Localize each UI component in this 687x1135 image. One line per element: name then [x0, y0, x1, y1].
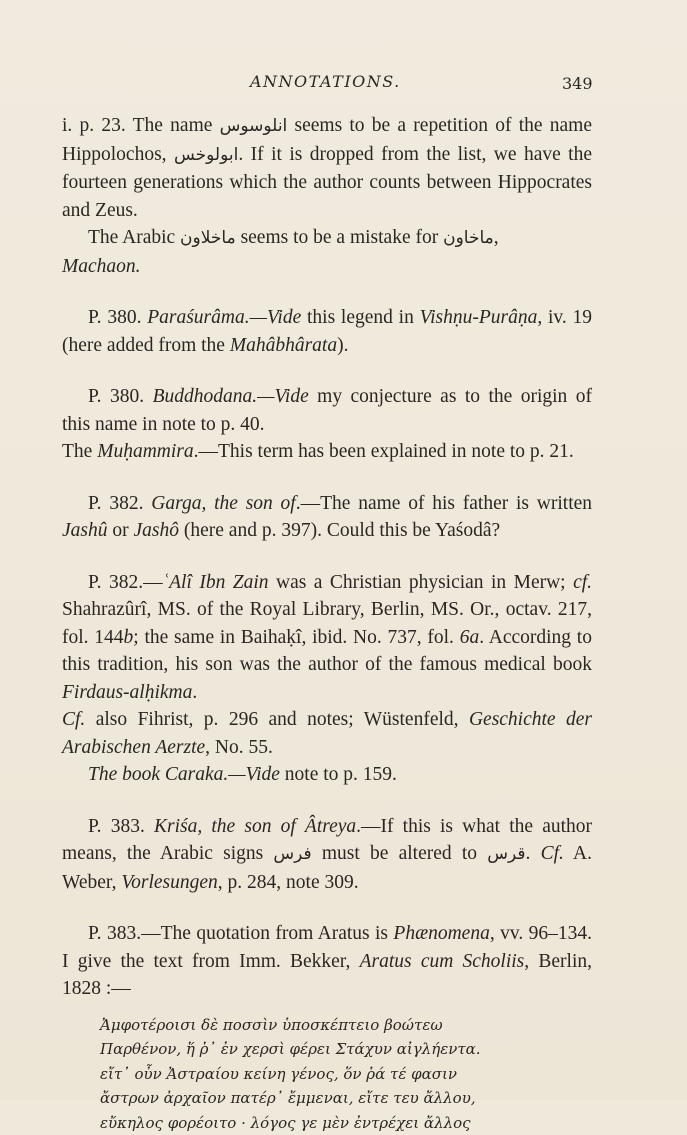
text-run: P. 382.—: [88, 572, 163, 593]
annotation-text: [62, 112, 592, 1135]
text-run: seems to be a mistake for: [236, 227, 443, 248]
annotation-machaon: [62, 224, 592, 280]
text-run: ,: [494, 227, 499, 248]
text-run: The book Caraka.—Vide: [88, 764, 280, 785]
text-run: .—The name of his father is written: [296, 493, 592, 514]
text-run: Mahâbhârata: [230, 335, 337, 356]
page-number: 349: [562, 74, 593, 93]
text-run: ʿAlî Ibn Zain: [163, 572, 269, 593]
annotation-aratus: [62, 920, 592, 1003]
text-run: Aratus cum Scholiis: [360, 951, 525, 972]
annotation-ali-ibn-zain: [62, 569, 592, 762]
annotation-garga: [62, 490, 592, 545]
text-run: .: [192, 682, 197, 703]
text-run: was a Christian physician in Merw;: [269, 572, 574, 593]
text-run: P. 383.: [88, 816, 154, 837]
greek-verse-line: Παρθένον, ἥ ῥ᾽ ἐν χερσὶ φέρει Στάχυν αἰγλήεντα.: [100, 1037, 592, 1062]
text-run: Jashû: [62, 520, 108, 541]
text-run: cf.: [573, 572, 592, 593]
annotation-caraka: [62, 761, 592, 789]
greek-verse-line: Ἀμφοτέροισι δὲ ποσσὶν ὑποσκέπτειο βοώτεω: [100, 1013, 592, 1038]
arabic-word: انلوسوس: [220, 116, 288, 136]
text-run: , No. 55.: [205, 737, 273, 758]
text-run: Kriśa, the son of Âtreya: [154, 816, 356, 837]
arabic-word: قرس: [487, 844, 525, 864]
arabic-word: ماخلاون: [180, 228, 236, 248]
text-run: Shahrazûrî, MS. of the Royal Library, Berlin, MS. Or., octav. 217, fol. 144: [62, 599, 592, 648]
text-run: The: [62, 441, 97, 462]
text-run: . According to this tradition, his son was the author of the famous medical book: [62, 627, 592, 676]
text-run: must be altered to: [312, 843, 488, 864]
text-run: Phænomena: [393, 923, 489, 944]
text-run: Buddhodana.—Vide: [153, 386, 309, 407]
text-run: P. 383.—The quotation from Aratus is: [88, 923, 393, 944]
text-run: i. p. 23. The name: [62, 115, 220, 136]
text-run: , Berlin, 1828 :—: [62, 951, 592, 1000]
annotation-krisa: [62, 813, 592, 897]
greek-verse-line: εὔκηλος φορέοιτο · λόγος γε μὲν ἐντρέχει ἄλλος: [100, 1111, 592, 1135]
text-run: , p. 284, note 309.: [218, 872, 359, 893]
text-run: (here and p. 397). Could this be Yaśodâ?: [179, 520, 500, 541]
text-run: Garga, the son of: [151, 493, 295, 514]
text-run: .—If this is what the author means, the Arabic signs: [62, 816, 592, 865]
annotation-parasurama: [62, 304, 592, 359]
text-run: Firdaus-alḥikma: [62, 682, 192, 703]
text-run: Cf.: [62, 709, 85, 730]
text-run: . If it is dropped from the list, we have the fourteen generations which the author counts between Hippocrates and Zeus.: [62, 144, 592, 221]
text-run: P. 380.: [88, 307, 147, 328]
text-run: b: [124, 627, 134, 648]
text-run: Geschichte der Arabischen Aerzte: [62, 709, 592, 758]
text-run: Vorlesungen: [121, 872, 217, 893]
text-run: P. 382.: [88, 493, 151, 514]
text-run: .: [526, 843, 541, 864]
greek-verse-line: ἄστρων ἀρχαῖον πατέρ᾽ ἔμμεναι, εἴτε τευ ἄλλου,: [100, 1086, 592, 1111]
text-run: seems to be a repetition of the name Hippolochos,: [62, 115, 592, 165]
text-run: Cf.: [541, 843, 564, 864]
arabic-word: ابولوخس: [174, 145, 238, 165]
annotation-hippolochos: [62, 112, 592, 224]
text-run: Vishṇu-Purâṇa: [420, 307, 538, 328]
text-run: this legend in: [301, 307, 419, 328]
greek-verse-line: εἴτ᾽ οὖν Ἀστραίου κείνη γένος, ὅν ῥά τέ φασιν: [100, 1062, 592, 1087]
text-run: or: [108, 520, 134, 541]
greek-quotation: [62, 1013, 592, 1135]
text-run: also Fihrist, p. 296 and notes; Wüstenfeld,: [85, 709, 469, 730]
text-run: ).: [337, 335, 348, 356]
text-run: Machaon.: [62, 256, 141, 277]
text-run: Jashô: [134, 520, 180, 541]
text-run: , iv. 19 (here added from the: [62, 307, 592, 356]
text-run: A. Weber,: [62, 843, 592, 893]
running-title: ANNOTATIONS.: [250, 72, 401, 91]
annotation-buddhodana: [62, 383, 592, 438]
text-run: my conjecture as to the origin of this name in note to p. 40.: [62, 386, 592, 435]
text-run: .—This term has been explained in note to p. 21.: [194, 441, 574, 462]
text-run: ; the same in Baihaḳî, ibid. No. 737, fol.: [133, 627, 459, 648]
text-run: , vv. 96–134. I give the text from Imm. Bekker,: [62, 923, 592, 972]
text-run: Paraśurâma.—Vide: [147, 307, 301, 328]
text-run: 6a: [460, 627, 480, 648]
arabic-word: فرس: [273, 844, 311, 864]
running-header: [0, 72, 687, 98]
arabic-word: ماخاون: [443, 228, 494, 248]
annotation-muhammira: [62, 438, 592, 466]
text-run: Muḥammira: [97, 441, 193, 462]
text-run: P. 380.: [88, 386, 153, 407]
text-run: note to p. 159.: [280, 764, 397, 785]
text-run: The Arabic: [88, 227, 180, 248]
